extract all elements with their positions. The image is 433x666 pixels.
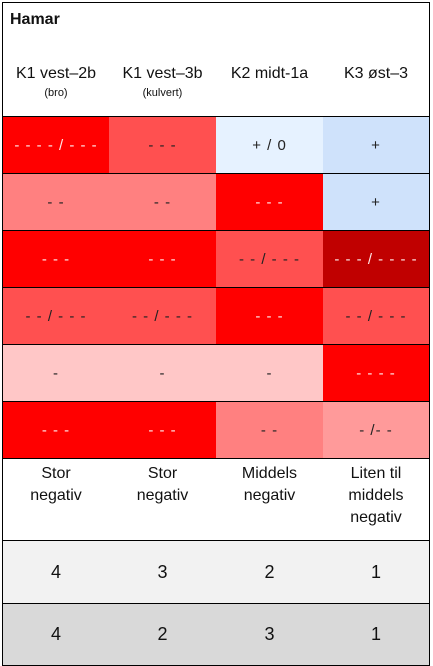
rank-cell — [109, 541, 217, 604]
rating-symbol: - - - — [148, 421, 177, 439]
rating-cell — [109, 117, 217, 174]
criterion-row — [2, 231, 430, 288]
table-title: Hamar — [10, 11, 60, 28]
column-subtitle: (kulvert) — [142, 87, 183, 99]
rating-symbol: - - / - - - — [25, 307, 87, 325]
rank-cell — [216, 604, 324, 666]
column-subtitle: (bro) — [44, 87, 68, 99]
column-name: K3 øst–3 — [343, 65, 409, 82]
rating-cell — [2, 117, 110, 174]
effect-label: Stor negativ — [136, 465, 189, 504]
rating-symbol: - - / - - - — [132, 307, 193, 325]
rank-cell — [216, 541, 324, 604]
rating-symbol: - - — [153, 193, 172, 211]
rating-symbol: - - - - / - - - — [14, 136, 98, 154]
criterion-row — [2, 402, 430, 459]
effect-cell — [2, 459, 110, 541]
rating-cell — [216, 231, 324, 288]
rating-symbol: - - - — [255, 193, 284, 211]
column-name: K1 vest–3b — [122, 65, 203, 82]
rating-cell — [2, 174, 110, 231]
column-header — [323, 59, 430, 117]
rating-cell — [109, 402, 217, 459]
rating-symbol: + / 0 — [252, 136, 287, 154]
rank-cell — [323, 604, 430, 666]
rating-symbol: - - - / - - - - — [334, 250, 418, 268]
rating-symbol: - - - — [255, 307, 284, 325]
rating-symbol: + — [371, 136, 381, 154]
rating-cell — [323, 231, 430, 288]
rating-cell — [323, 288, 430, 345]
criterion-row — [2, 345, 430, 402]
rating-cell — [2, 231, 110, 288]
rating-cell — [216, 174, 324, 231]
rank-value: 4 — [50, 561, 61, 582]
rating-symbol: - — [159, 364, 166, 382]
rating-symbol: - - - — [41, 421, 71, 439]
rating-cell — [216, 402, 324, 459]
rating-symbol: - - — [260, 421, 279, 439]
rank-cell — [2, 604, 110, 666]
effect-label: Middels negativ — [241, 465, 298, 504]
criterion-row — [2, 117, 430, 174]
rating-cell — [323, 117, 430, 174]
effect-label: Liten til middels negativ — [348, 465, 404, 526]
rank-value: 3 — [264, 624, 275, 644]
rating-symbol: - - / - - - — [345, 307, 407, 325]
title-row — [2, 2, 430, 60]
ranking-row — [2, 541, 430, 604]
rating-cell — [323, 402, 430, 459]
column-header — [2, 59, 110, 117]
column-name: K1 vest–2b — [15, 65, 97, 82]
column-name: K2 midt-1a — [230, 65, 309, 82]
rating-symbol: - - - — [41, 250, 71, 268]
column-header — [109, 59, 217, 117]
rating-symbol: - — [53, 364, 59, 382]
rating-symbol: + — [371, 193, 381, 211]
rating-cell — [216, 117, 324, 174]
rating-cell — [216, 345, 324, 402]
column-header — [216, 59, 324, 117]
rating-symbol: - - - - — [356, 364, 396, 382]
rank-value: 1 — [370, 561, 381, 582]
rating-cell — [323, 345, 430, 402]
ranking-row — [2, 604, 430, 666]
criterion-row — [2, 288, 430, 345]
rating-cell — [2, 345, 110, 402]
rating-cell — [2, 402, 110, 459]
rank-value: 4 — [50, 624, 61, 644]
rating-symbol: - - - — [148, 136, 177, 154]
rating-cell — [109, 231, 217, 288]
rating-symbol: - - — [47, 193, 65, 211]
effect-cell — [323, 459, 430, 541]
rating-cell — [109, 288, 217, 345]
rank-cell — [109, 604, 217, 666]
rank-value: 1 — [370, 624, 381, 644]
rank-value: 3 — [157, 561, 168, 582]
rank-cell — [2, 541, 110, 604]
rating-symbol: - - - — [148, 250, 177, 268]
rating-cell — [2, 288, 110, 345]
effect-cell — [109, 459, 217, 541]
effect-label: Stor negativ — [30, 465, 82, 504]
rating-symbol: - - / - - - — [239, 250, 300, 268]
rating-cell — [109, 174, 217, 231]
rating-symbol: - /- - — [359, 421, 393, 439]
rating-cell — [323, 174, 430, 231]
rank-cell — [323, 541, 430, 604]
criterion-row — [2, 174, 430, 231]
rating-cell — [109, 345, 217, 402]
rating-symbol: - — [266, 364, 273, 382]
column-header-row — [2, 59, 430, 117]
rating-cell — [216, 288, 324, 345]
overall-effect-row — [2, 459, 430, 541]
effect-cell — [216, 459, 324, 541]
rank-value: 2 — [157, 624, 168, 644]
rank-value: 2 — [264, 561, 275, 582]
